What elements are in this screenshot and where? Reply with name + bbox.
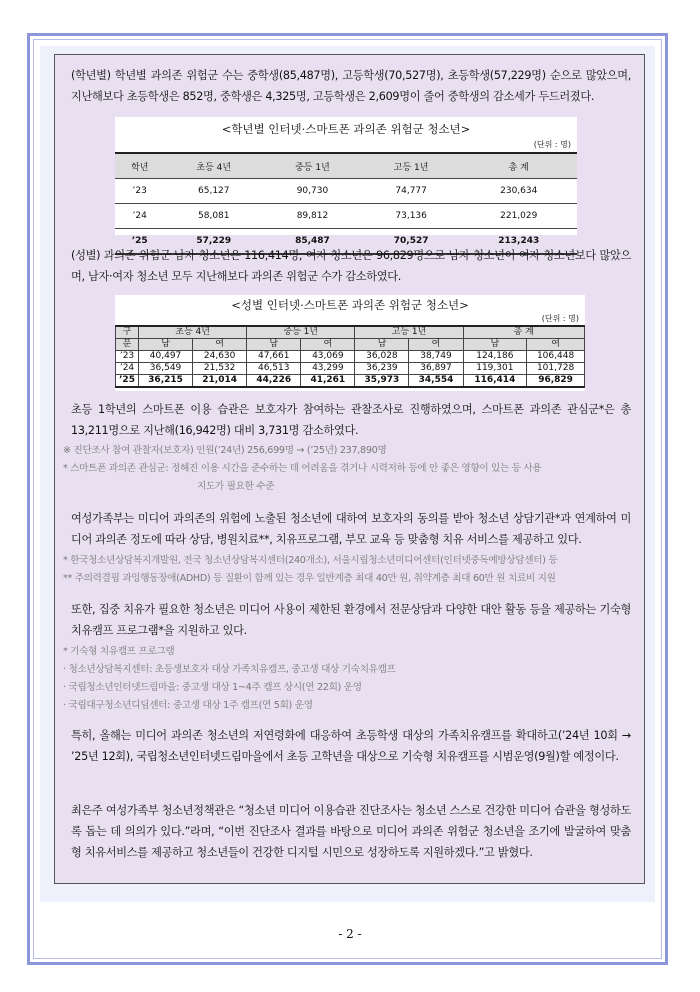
table-header: 여 [301, 339, 355, 351]
paragraph-elementary: 초등 1학년의 스마트폰 이용 습관은 보호자가 참여하는 관찰조사로 진행하였으며, 스마트폰 과의존 관심군*은 총 13,211명으로 지난해(16,942명) 대비 3,731명 감소하였다. [71, 403, 631, 437]
table-grade-wrap [115, 117, 577, 246]
note-agencies: * 한국청소년상담복지개발원, 전국 청소년상담복지센터(240개소), 서울시립청소년미디어센터(인터넷중독예방상담센터) 등 [63, 555, 558, 566]
table-gender-unit: (단위 : 명) [541, 314, 579, 323]
table-cell: 36,239 [355, 363, 409, 375]
table-header: 남 [139, 339, 193, 351]
table-row [116, 363, 585, 375]
table-header: 구 [116, 326, 139, 339]
table-cell: 101,728 [527, 363, 585, 375]
table-cell: 36,549 [139, 363, 193, 375]
note-camp-center: · 청소년상담복지센터: 초등생보호자 대상 가족치유캠프, 중고생 대상 기숙치유캠프 [63, 664, 396, 675]
table-cell: 96,829 [527, 375, 585, 388]
table-row [116, 351, 585, 363]
table-cell: ’25 [116, 375, 139, 388]
table-header: 총 계 [460, 153, 577, 179]
table-cell: 70,527 [362, 229, 461, 255]
table-row [115, 204, 577, 229]
table-cell: 89,812 [263, 204, 362, 229]
table-cell: 124,186 [463, 351, 527, 363]
table-cell: 47,661 [247, 351, 301, 363]
table-header: 고등 1년 [355, 326, 463, 339]
table-cell: 46,513 [247, 363, 301, 375]
table-header: 중등 1년 [247, 326, 355, 339]
table-cell: ’23 [115, 179, 164, 204]
paragraph-camp: 또한, 집중 치유가 필요한 청소년은 미디어 사용이 제한된 환경에서 전문상담과 다양한 대안 활동 등을 제공하는 기숙형 치유캠프 프로그램*을 지원하고 있다. [71, 603, 631, 637]
table-cell: 36,897 [409, 363, 463, 375]
table-cell: 230,634 [460, 179, 577, 204]
table-cell: 73,136 [362, 204, 461, 229]
table-header: 총 계 [463, 326, 584, 339]
table-cell: 65,127 [164, 179, 263, 204]
table-header: 초등 4년 [164, 153, 263, 179]
table-gender [115, 325, 585, 388]
table-header: 남 [247, 339, 301, 351]
note-interest-group-cont: 지도가 필요한 수준 [197, 481, 275, 492]
paragraph-grade: (학년별) 학년별 과의존 위험군 수는 중학생(85,487명), 고등학생(70,527명), 초등학생(57,229명) 순으로 많았으며, 지난해보다 초등학생은 852명, 중학생은 4,325명, 고등학생은 2,609명이 줄어 중학생의 감소세가 두드러졌다. [71, 69, 631, 103]
table-cell: ’23 [116, 351, 139, 363]
table-cell: 106,448 [527, 351, 585, 363]
table-header: 남 [355, 339, 409, 351]
table-cell: ’24 [115, 204, 164, 229]
table-header: 분 [116, 339, 139, 351]
table-cell: 38,749 [409, 351, 463, 363]
table-header: 중등 1년 [263, 153, 362, 179]
table-cell: 40,497 [139, 351, 193, 363]
table-cell: ’24 [116, 363, 139, 375]
table-cell: 58,081 [164, 204, 263, 229]
table-row [115, 179, 577, 204]
table-cell: 213,243 [460, 229, 577, 255]
table-cell: 44,226 [247, 375, 301, 388]
table-cell: 24,630 [193, 351, 247, 363]
table-row [116, 375, 585, 388]
table-grade-unit: (단위 : 명) [533, 140, 571, 149]
paragraph-quote: 최은주 여성가족부 청소년정책관은 “청소년 미디어 이용습관 진단조사는 청소년 스스로 건강한 미디어 습관을 형성하도록 돕는 데 의의가 있다.”라며, “이번 진단조사 결과를 바탕으로 미디어 과의존 위험군 청소년을 조기에 발굴하여 맞춤형 치유서비스를 제공하고 청소년들이 건강한 디지털 시민으로 성장하도록 지원하겠다.”고 밝혔다. [71, 804, 631, 859]
paragraph-gender: (성별) 과의존 위험군 남자 청소년은 116,414명, 여자 청소년은 96,829명으로 남자 청소년이 여자 청소년보다 많았으며, 남자·여자 청소년 모두 지난해보다 과의존 위험군 수가 감소하였다. [71, 249, 631, 283]
table-cell: ’25 [115, 229, 164, 255]
table-header: 여 [409, 339, 463, 351]
table-header: 초등 4년 [139, 326, 247, 339]
paragraph-counsel: 여성가족부는 미디어 과의존의 위험에 노출된 청소년에 대하여 보호자의 동의를 받아 청소년 상담기관*과 연계하여 미디어 과의존 정도에 따라 상담, 병원치료**, 치유프로그램, 부모 교육 등 맞춤형 치유 서비스를 제공하고 있다. [71, 512, 631, 546]
table-header: 학년 [115, 153, 164, 179]
note-camp-daegu: · 국립대구청소년디딤센터: 중고생 대상 1주 캠프(연 5회) 운영 [63, 700, 313, 711]
table-grade [115, 152, 577, 255]
note-observers: ※ 진단조사 참여 관찰자(보호자) 인원(’24년) 256,699명 → (’25년) 237,890명 [63, 445, 387, 456]
table-cell: 43,299 [301, 363, 355, 375]
table-header: 남 [463, 339, 527, 351]
table-cell: 116,414 [463, 375, 527, 388]
table-cell: 57,229 [164, 229, 263, 255]
table-cell: 35,973 [355, 375, 409, 388]
note-adhd: ** 주의력결핍 과잉행동장애(ADHD) 등 질환이 함께 있는 경우 일반계층 최대 40만 원, 취약계층 최대 60만 원 치료비 지원 [63, 573, 556, 584]
note-camp-program: * 기숙형 치유캠프 프로그램 [63, 646, 175, 657]
table-header: 여 [193, 339, 247, 351]
table-cell: 36,028 [355, 351, 409, 363]
table-cell: 41,261 [301, 375, 355, 388]
table-cell: 74,777 [362, 179, 461, 204]
table-grade-title: <학년별 인터넷·스마트폰 과의존 위험군 청소년> [221, 122, 471, 136]
note-interest-group: * 스마트폰 과의존 관심군: 정해진 이용 시간을 준수하는 데 어려움을 겪거나 시력저하 등에 안 좋은 영향이 있는 등 사용 [63, 463, 542, 474]
table-header: 여 [527, 339, 585, 351]
table-cell: 21,532 [193, 363, 247, 375]
table-cell: 34,554 [409, 375, 463, 388]
table-gender-title: <성별 인터넷·스마트폰 과의존 위험군 청소년> [231, 298, 469, 312]
table-cell: 90,730 [263, 179, 362, 204]
table-gender-wrap [115, 295, 585, 391]
table-cell: 36,215 [139, 375, 193, 388]
table-cell: 85,487 [263, 229, 362, 255]
table-header: 고등 1년 [362, 153, 461, 179]
table-cell: 43,069 [301, 351, 355, 363]
note-camp-dreamvillage: · 국립청소년인터넷드림마을: 중고생 대상 1~4주 캠프 상시(연 22회) 운영 [63, 682, 362, 693]
paragraph-special: 특히, 올해는 미디어 과의존 청소년의 저연령화에 대응하여 초등학생 대상의 가족치유캠프를 확대하고(’24년 10회 → ’25년 12회), 국립청소년인터넷드림마을에서 초등 고학년을 대상으로 기숙형 치유캠프를 시범운영(9월)할 예정이다. [71, 729, 631, 763]
content-box [54, 54, 645, 884]
page-number: - 2 - [338, 927, 362, 941]
table-cell: 221,029 [460, 204, 577, 229]
table-cell: 21,014 [193, 375, 247, 388]
table-cell: 119,301 [463, 363, 527, 375]
